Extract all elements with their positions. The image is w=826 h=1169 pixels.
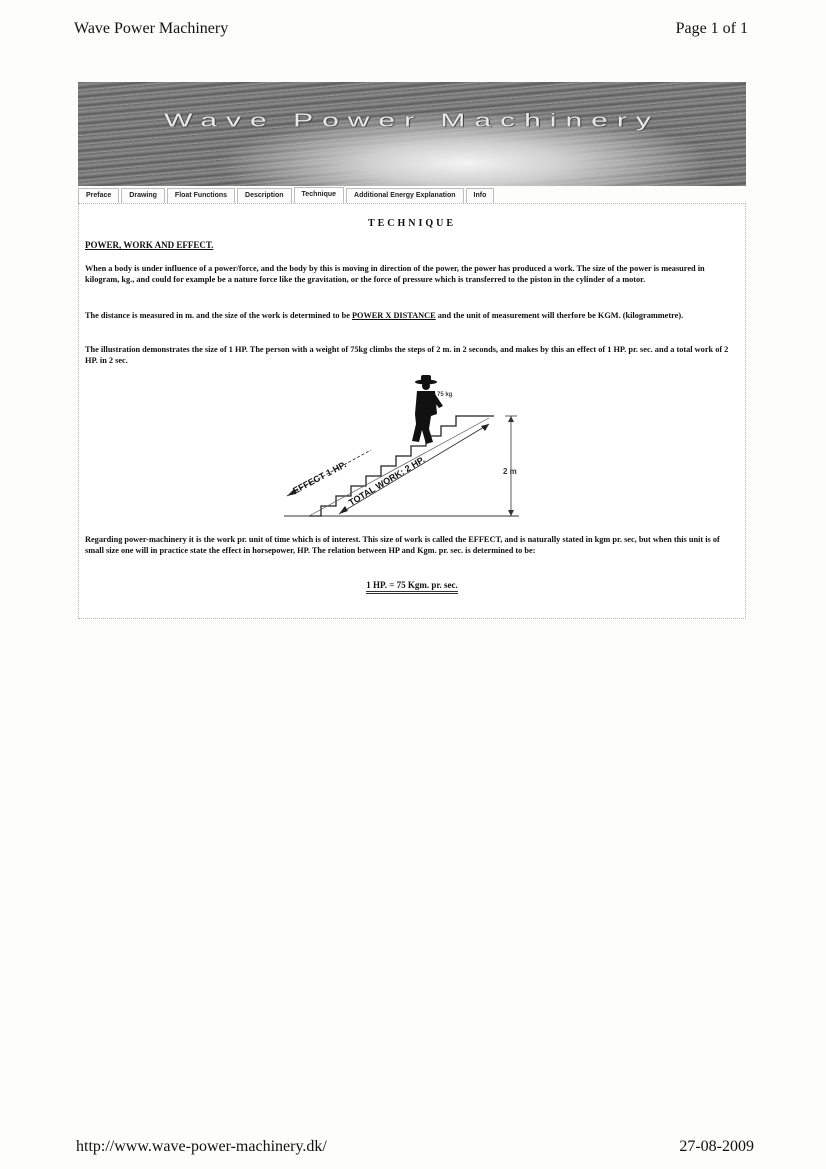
tab-info[interactable]: Info	[466, 188, 495, 203]
climbing-person-icon	[412, 375, 443, 444]
header-banner	[78, 82, 746, 186]
effect-label: EFFECT 1 HP.	[291, 459, 348, 496]
banner-logo-text: Wave Power Machinery	[164, 110, 660, 131]
total-work-label: TOTAL WORK: 2 HP.	[346, 454, 427, 508]
tab-preface[interactable]: Preface	[78, 188, 119, 203]
print-page-title: Wave Power Machinery	[74, 20, 229, 37]
power-x-distance-emphasis: POWER X DISTANCE	[351, 311, 436, 320]
paragraph-illustration: The illustration demonstrates the size of 1 HP. The person with a weight of 75kg climbs the steps of 2 m. in 2 seconds, and makes by this an effect of 1 HP. pr. sec. and a total work of 2 HP. in 2 sec.	[85, 345, 729, 365]
content-panel	[78, 203, 746, 619]
print-header	[74, 20, 748, 42]
print-footer	[76, 1138, 754, 1160]
tab-technique[interactable]: Technique	[294, 187, 344, 203]
tab-additional-energy-explanation[interactable]: Additional Energy Explanation	[346, 188, 464, 203]
paragraph-distance-text-end: and the unit of measurement will therfore be KGM. (kilogrammetre).	[435, 311, 684, 320]
print-page-number: Page 1 of 1	[675, 20, 748, 37]
paragraph-effect: Regarding power-machinery it is the work pr. unit of time which is of interest. This size of work is called the EFFECT, and is naturally stated in kgm pr. sec, but when this unit is of small size one will in practice state the effect in horsepower, HP. The relation between HP and Kgm. pr. sec. is determined to be:	[85, 535, 720, 555]
page-heading: TECHNIQUE	[367, 218, 457, 229]
formula-text: 1 HP. = 75 Kgm. pr. sec.	[366, 580, 457, 594]
section-subheading: POWER, WORK AND EFFECT.	[85, 240, 214, 250]
tab-float-functions[interactable]: Float Functions	[167, 188, 235, 203]
height-label: 2 m	[503, 467, 517, 476]
stairs-illustration	[279, 374, 539, 522]
tab-drawing[interactable]: Drawing	[121, 188, 165, 203]
weight-label: 75 kg	[437, 392, 453, 398]
paragraph-distance	[85, 310, 735, 321]
nav-tabs	[78, 186, 746, 203]
tab-description[interactable]: Description	[237, 188, 292, 203]
hp-formula	[79, 580, 745, 590]
print-date: 27-08-2009	[679, 1138, 754, 1155]
paragraph-distance-text: The distance is measured in m. and the size of the work is determined to be	[85, 311, 352, 320]
website-content	[78, 82, 746, 618]
print-url: http://www.wave-power-machinery.dk/	[76, 1138, 327, 1155]
paragraph-power: When a body is under influence of a power/force, and the body by this is moving in direction of the power, the power has produced a work. The size of the power is measured in kilogram, kg., and could for example be a nature force like the gravitation, or the force of pressure which is transferred to the piston in the cylinder of a motor.	[85, 264, 705, 284]
